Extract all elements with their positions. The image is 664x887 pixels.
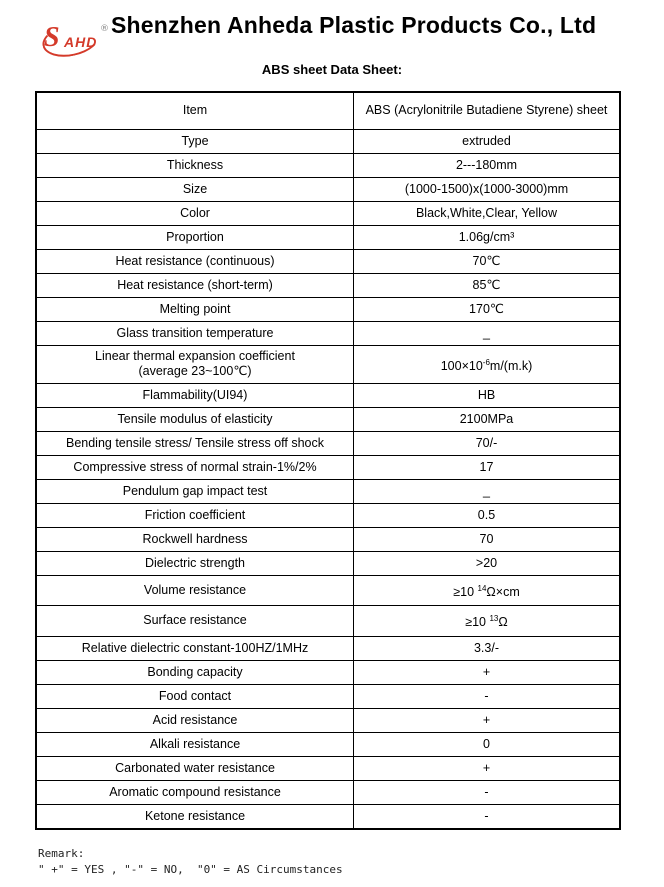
property-name-cell: Rockwell hardness (37, 527, 354, 551)
remark-label: Remark: (38, 847, 85, 860)
property-value-cell (354, 345, 620, 383)
table-row (37, 201, 619, 225)
property-value-cell: 17 (354, 455, 620, 479)
property-value-cell: HB (354, 383, 620, 407)
property-name-cell: Volume resistance (37, 576, 354, 606)
property-name-cell: Bending tensile stress/ Tensile stress off shock (37, 431, 354, 455)
property-value-cell: 1.06g/cm³ (354, 225, 620, 249)
property-name-cell: Color (37, 201, 354, 225)
value-exponent: 13 (489, 614, 499, 624)
property-name-cell: Glass transition temperature (37, 321, 354, 345)
table-row (37, 708, 619, 732)
value-exponent: 14 (477, 584, 487, 594)
property-name-cell: Flammability(UI94) (37, 383, 354, 407)
property-value-cell: - (354, 780, 620, 804)
company-name: Shenzhen Anheda Plastic Products Co., Ltd (111, 12, 597, 38)
value-unit: Ω (498, 615, 508, 630)
table-row (37, 636, 619, 660)
table-row (37, 780, 619, 804)
property-value-cell: 2100MPa (354, 407, 620, 431)
table-row (37, 606, 619, 636)
property-name-cell: Pendulum gap impact test (37, 479, 354, 503)
property-name-cell: Acid resistance (37, 708, 354, 732)
property-name-cell: Heat resistance (short-term) (37, 273, 354, 297)
table-row (37, 660, 619, 684)
table-row (37, 732, 619, 756)
value-base: ≥10 (465, 615, 490, 630)
property-value-cell: _ (354, 479, 620, 503)
table-row (37, 177, 619, 201)
property-name-cell: Alkali resistance (37, 732, 354, 756)
property-value-cell (354, 576, 620, 606)
property-value-cell: >20 (354, 552, 620, 576)
property-value-cell: extruded (354, 129, 620, 153)
table-row (37, 527, 619, 551)
company-logo (40, 14, 110, 58)
property-name-cell: Dielectric strength (37, 552, 354, 576)
table-row (37, 297, 619, 321)
table-row (37, 455, 619, 479)
value-base: 100×10 (440, 358, 483, 373)
property-name-cell: Tensile modulus of elasticity (37, 407, 354, 431)
property-name-cell: Type (37, 129, 354, 153)
property-value-cell: + (354, 756, 620, 780)
property-value-cell (354, 606, 620, 636)
table-row (37, 225, 619, 249)
property-value-cell: Black,White,Clear, Yellow (354, 201, 620, 225)
property-value-cell: - (354, 684, 620, 708)
table-row (37, 503, 619, 527)
table-row (37, 321, 619, 345)
header-value-cell: ABS (Acrylonitrile Butadiene Styrene) sheet (354, 93, 620, 129)
property-value-cell: 70 (354, 527, 620, 551)
property-value-cell: 70/- (354, 431, 620, 455)
property-value-cell: + (354, 660, 620, 684)
data-sheet-table (35, 91, 621, 830)
table-row (37, 407, 619, 431)
document-title: ABS sheet Data Sheet: (261, 62, 403, 77)
property-name-cell: Size (37, 177, 354, 201)
property-name-cell: Compressive stress of normal strain-1%/2% (37, 455, 354, 479)
logo-text: AHD (64, 34, 98, 50)
property-value-cell: 3.3/- (354, 636, 620, 660)
property-value-cell: (1000-1500)x(1000-3000)mm (354, 177, 620, 201)
table-row (37, 153, 619, 177)
table-row (37, 273, 619, 297)
property-name-cell: Friction coefficient (37, 503, 354, 527)
table-row (37, 345, 619, 383)
property-value-cell: _ (354, 321, 620, 345)
table-row (37, 576, 619, 606)
page-header (0, 0, 664, 60)
property-name-cell: Proportion (37, 225, 354, 249)
table-row (37, 249, 619, 273)
value-unit: Ω×cm (486, 585, 520, 600)
property-value-cell: 0 (354, 732, 620, 756)
property-name-cell: Heat resistance (continuous) (37, 249, 354, 273)
table-header-row (37, 93, 619, 129)
table-row (37, 684, 619, 708)
property-value-cell: + (354, 708, 620, 732)
table-row (37, 756, 619, 780)
table-row (37, 804, 619, 828)
table-row (37, 552, 619, 576)
value-unit: m/(m.k) (489, 358, 533, 373)
logo-letter: S (44, 22, 60, 53)
remark-legend: " +" = YES , "-" = NO, "0" = AS Circumstances (38, 863, 343, 876)
table-row (37, 383, 619, 407)
property-name-cell: Food contact (37, 684, 354, 708)
table-row (37, 479, 619, 503)
property-value-cell: 170℃ (354, 297, 620, 321)
table-row (37, 129, 619, 153)
remark-note (38, 846, 343, 878)
property-value-cell: 0.5 (354, 503, 620, 527)
header-item-cell: Item (37, 93, 354, 129)
property-name-cell: Aromatic compound resistance (37, 780, 354, 804)
property-name-cell: Relative dielectric constant-100HZ/1MHz (37, 636, 354, 660)
property-name-cell: Melting point (37, 297, 354, 321)
property-name-cell (37, 345, 354, 383)
value-exponent: -6 (482, 357, 490, 367)
property-value-cell: 70℃ (354, 249, 620, 273)
property-value-cell: 2---180mm (354, 153, 620, 177)
property-name-cell: Bonding capacity (37, 660, 354, 684)
property-name-line: Linear thermal expansion coefficient (95, 349, 295, 364)
property-name-cell: Ketone resistance (37, 804, 354, 828)
property-name-cell: Carbonated water resistance (37, 756, 354, 780)
property-name-line: (average 23~100℃) (138, 364, 252, 379)
value-base: ≥10 (453, 585, 478, 600)
registered-mark: ® (100, 24, 109, 34)
table-row (37, 431, 619, 455)
property-name-cell: Thickness (37, 153, 354, 177)
property-name-cell: Surface resistance (37, 606, 354, 636)
table-body (37, 93, 619, 828)
property-value-cell: 85℃ (354, 273, 620, 297)
property-value-cell: - (354, 804, 620, 828)
